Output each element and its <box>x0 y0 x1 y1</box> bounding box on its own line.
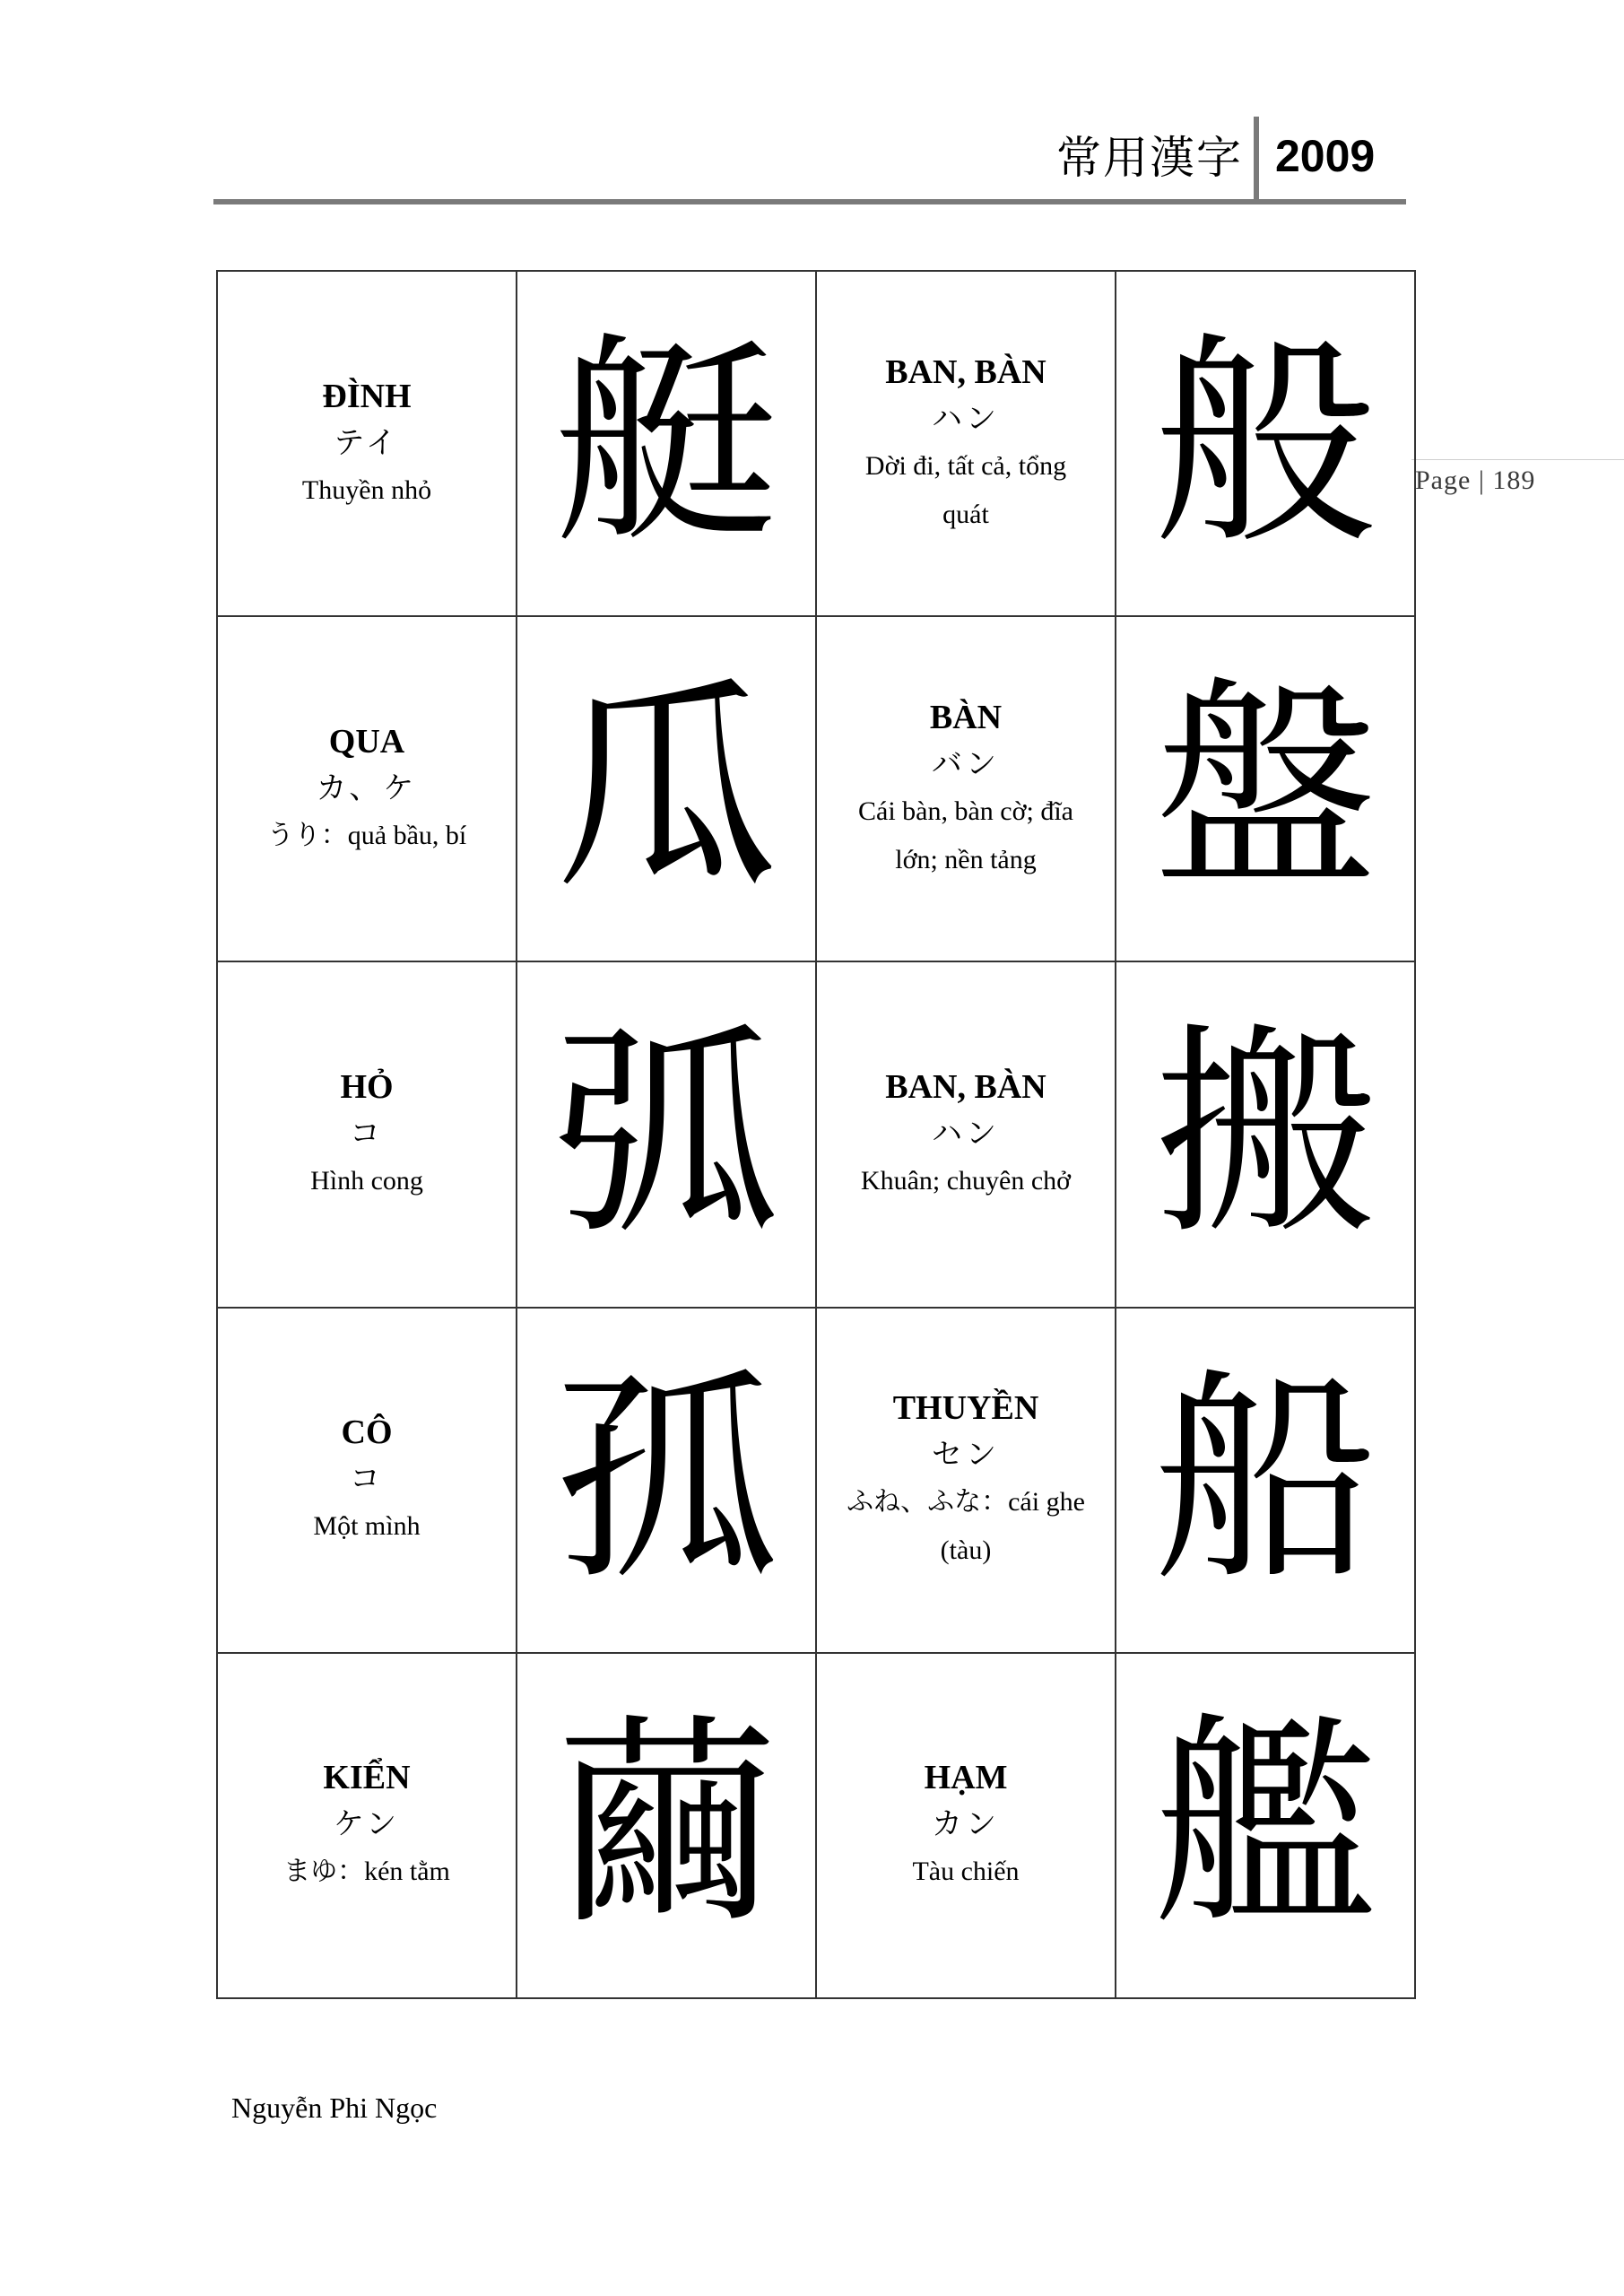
kanji-table <box>216 270 1416 1999</box>
kanji-info-cell <box>217 1653 517 1998</box>
table-row <box>217 1308 1415 1653</box>
han-viet-reading: ĐÌNH <box>322 377 412 415</box>
kanji-character: 艇 <box>554 312 778 574</box>
kanji-character: 艦 <box>1153 1694 1377 1956</box>
kanji-info-cell <box>816 271 1116 616</box>
kanji-character-cell <box>1116 271 1415 616</box>
page-number: Page | 189 <box>1415 465 1536 495</box>
header-separator <box>1254 117 1259 199</box>
kanji-character: 船 <box>1153 1349 1377 1611</box>
kanji-info-cell <box>816 1308 1116 1653</box>
han-viet-reading: BAN, BÀN <box>885 352 1046 391</box>
han-viet-reading: CÔ <box>341 1413 393 1452</box>
header-year: 2009 <box>1275 131 1376 181</box>
kanji-info-cell <box>217 616 517 961</box>
kanji-character: 盤 <box>1153 657 1377 919</box>
kanji-meaning: Thuyền nhỏ <box>301 474 432 505</box>
on-reading: コ <box>350 1461 384 1498</box>
kanji-meaning: Hình cong <box>310 1165 423 1196</box>
on-reading: ケン <box>333 1806 401 1843</box>
kanji-character: 瓜 <box>554 657 778 919</box>
kanji-info-cell <box>217 271 517 616</box>
table-row <box>217 961 1415 1307</box>
kanji-character-cell <box>517 271 816 616</box>
kanji-character-cell <box>517 1308 816 1653</box>
kanji-character-cell <box>517 616 816 961</box>
header-title: 常用漢字 <box>1056 132 1243 184</box>
header-rule <box>213 199 1406 204</box>
kanji-character-cell <box>517 1653 816 1998</box>
on-reading: バン <box>932 745 1000 782</box>
footer-author: Nguyễn Phi Ngọc <box>231 2092 438 2124</box>
kanji-info-cell <box>816 616 1116 961</box>
kanji-meaning: うり：quả bầu, bí <box>266 820 467 850</box>
kanji-meaning: まゆ：kén tằm <box>283 1857 450 1887</box>
kanji-character: 弧 <box>554 1003 778 1265</box>
kanji-character-cell <box>517 961 816 1307</box>
page-tab-rule <box>1411 459 1624 460</box>
kanji-meaning: Tàu chiến <box>912 1857 1020 1887</box>
page-header <box>213 117 1406 206</box>
han-viet-reading: THUYỀN <box>892 1389 1039 1428</box>
on-reading: セン <box>932 1437 1000 1474</box>
kanji-character-cell <box>1116 961 1415 1307</box>
on-reading: テイ <box>334 424 400 461</box>
kanji-character: 搬 <box>1153 1003 1377 1265</box>
on-reading: ハン <box>932 1115 1000 1152</box>
kanji-character-cell <box>1116 1308 1415 1653</box>
kanji-character: 般 <box>1153 312 1377 574</box>
han-viet-reading: HỎ <box>340 1067 394 1106</box>
on-reading: ハン <box>932 400 1000 437</box>
kanji-character: 孤 <box>554 1349 778 1611</box>
han-viet-reading: HẠM <box>924 1759 1008 1797</box>
on-reading: カ、ケ <box>316 770 418 806</box>
kanji-meaning: Khuân; chuyên chở <box>860 1165 1072 1196</box>
kanji-info-cell <box>217 961 517 1307</box>
on-reading: カン <box>932 1806 1000 1843</box>
kanji-character-cell <box>1116 616 1415 961</box>
kanji-character: 繭 <box>554 1694 778 1956</box>
han-viet-reading: BAN, BÀN <box>885 1067 1046 1106</box>
on-reading: コ <box>350 1115 384 1152</box>
table-row <box>217 1653 1415 1998</box>
kanji-info-cell <box>816 1653 1116 1998</box>
han-viet-reading: KIỂN <box>323 1759 411 1797</box>
han-viet-reading: QUA <box>328 722 405 761</box>
kanji-character-cell <box>1116 1653 1415 1998</box>
kanji-info-cell <box>816 961 1116 1307</box>
kanji-meaning: Dời đi, tất cả, tổng quát <box>864 450 1067 529</box>
kanji-meaning: ふね、ふな：cái ghe (tàu) <box>847 1487 1085 1566</box>
han-viet-reading: BÀN <box>929 698 1003 736</box>
table-row <box>217 271 1415 616</box>
kanji-meaning: Một mình <box>313 1511 421 1542</box>
kanji-meaning: Cái bàn, bàn cờ; đĩa lớn; nền tảng <box>858 796 1073 874</box>
kanji-info-cell <box>217 1308 517 1653</box>
table-row <box>217 616 1415 961</box>
